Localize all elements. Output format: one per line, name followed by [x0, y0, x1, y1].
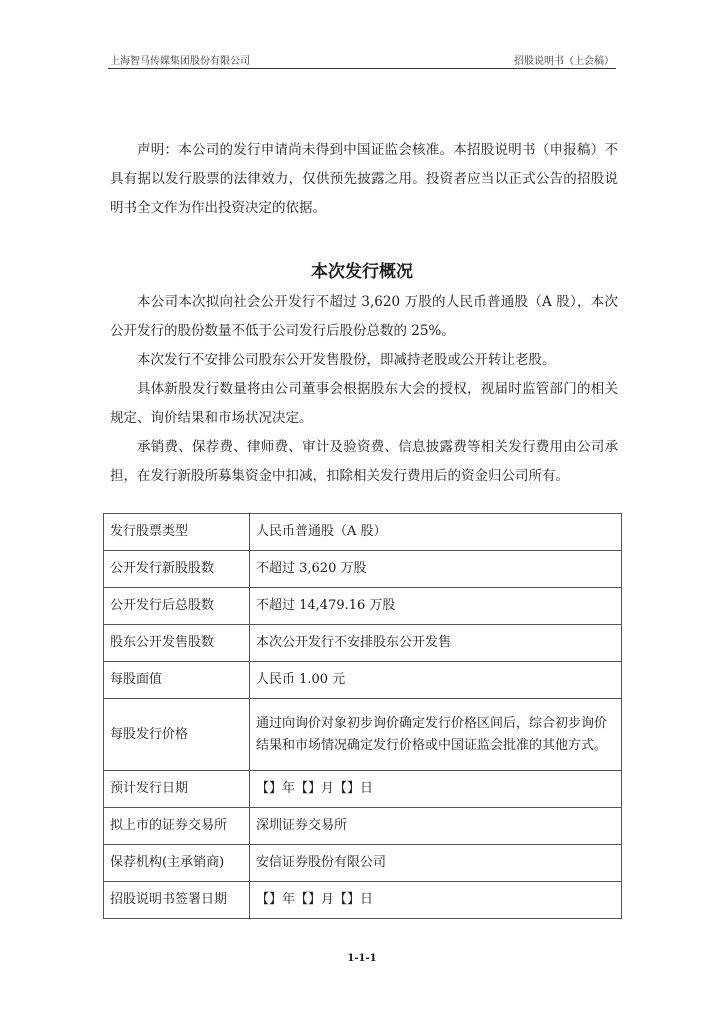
table-cell-key: 拟上市的证券交易所: [104, 808, 250, 845]
table-cell-value: 深圳证券交易所: [250, 808, 622, 845]
issue-summary-table: [103, 513, 622, 919]
table-cell-key: 保荐机构(主承销商): [104, 845, 250, 882]
table-cell-value: 人民币普通股（A 股）: [250, 514, 622, 551]
header-divider: [108, 68, 616, 69]
paragraph-issue-fees: 承销费、保荐费、律师费、审计及验资费、信息披露费等相关发行费用由公司承担，在发行新股所募集资金中扣减，扣除相关发行费用后的资金归公司所有。: [110, 439, 618, 484]
table-cell-key: 公开发行新股股数: [104, 551, 250, 588]
header-company-name: 上海智马传媒集团股份有限公司: [110, 56, 250, 67]
table-cell-value: 【】年【】月【】日: [250, 882, 622, 919]
page-number: 1-1-1: [347, 953, 377, 964]
table-cell-value: 安信证券股份有限公司: [250, 845, 622, 882]
table-cell-value: 【】年【】月【】日: [250, 771, 622, 808]
section-title: 本次发行概况: [311, 262, 413, 282]
table-row: [104, 699, 622, 771]
disclaimer-statement: 声明：本公司的发行申请尚未得到中国证监会核准。本招股说明书（申报稿）不具有据以发行股票的法律效力，仅供预先披露之用。投资者应当以正式公告的招股说明书全文作为作出投资决定的依据。: [110, 142, 618, 216]
paragraph-issue-size: 本公司本次拟向社会公开发行不超过 3,620 万股的人民币普通股（A 股），本次公开发行的股份数量不低于公司发行后股份总数的 25%。: [110, 294, 618, 339]
table-cell-key: 发行股票类型: [104, 514, 250, 551]
table-row: [104, 808, 622, 845]
table-cell-key: 招股说明书签署日期: [104, 882, 250, 919]
header-document-type: 招股说明书（上会稿）: [514, 56, 614, 67]
table-row: [104, 588, 622, 625]
paragraph-no-shareholder-sale: 本次发行不安排公司股东公开发售股份，即减持老股或公开转让老股。: [137, 352, 556, 368]
table-cell-value: 通过向询价对象初步询价确定发行价格区间后，综合初步询价结果和市场情况确定发行价格或中国证监会批准的其他方式。: [250, 699, 622, 771]
table-cell-key: 每股面值: [104, 662, 250, 699]
table-row: [104, 882, 622, 919]
table-cell-value: 不超过 3,620 万股: [250, 551, 622, 588]
table-cell-value: 人民币 1.00 元: [250, 662, 622, 699]
table-row: [104, 771, 622, 808]
table-row: [104, 514, 622, 551]
paragraph-issue-quantity: 具体新股发行数量将由公司董事会根据股东大会的授权，视届时监管部门的相关规定、询价结果和市场状况决定。: [110, 381, 618, 426]
table-cell-key: 预计发行日期: [104, 771, 250, 808]
table-row: [104, 551, 622, 588]
table-cell-key: 公开发行后总股数: [104, 588, 250, 625]
table-cell-value: 不超过 14,479.16 万股: [250, 588, 622, 625]
table-cell-value: 本次公开发行不安排股东公开发售: [250, 625, 622, 662]
page-header: [108, 52, 616, 68]
table-row: [104, 625, 622, 662]
table-cell-key: 每股发行价格: [104, 699, 250, 771]
table-row: [104, 662, 622, 699]
table-cell-key: 股东公开发售股数: [104, 625, 250, 662]
table-row: [104, 845, 622, 882]
